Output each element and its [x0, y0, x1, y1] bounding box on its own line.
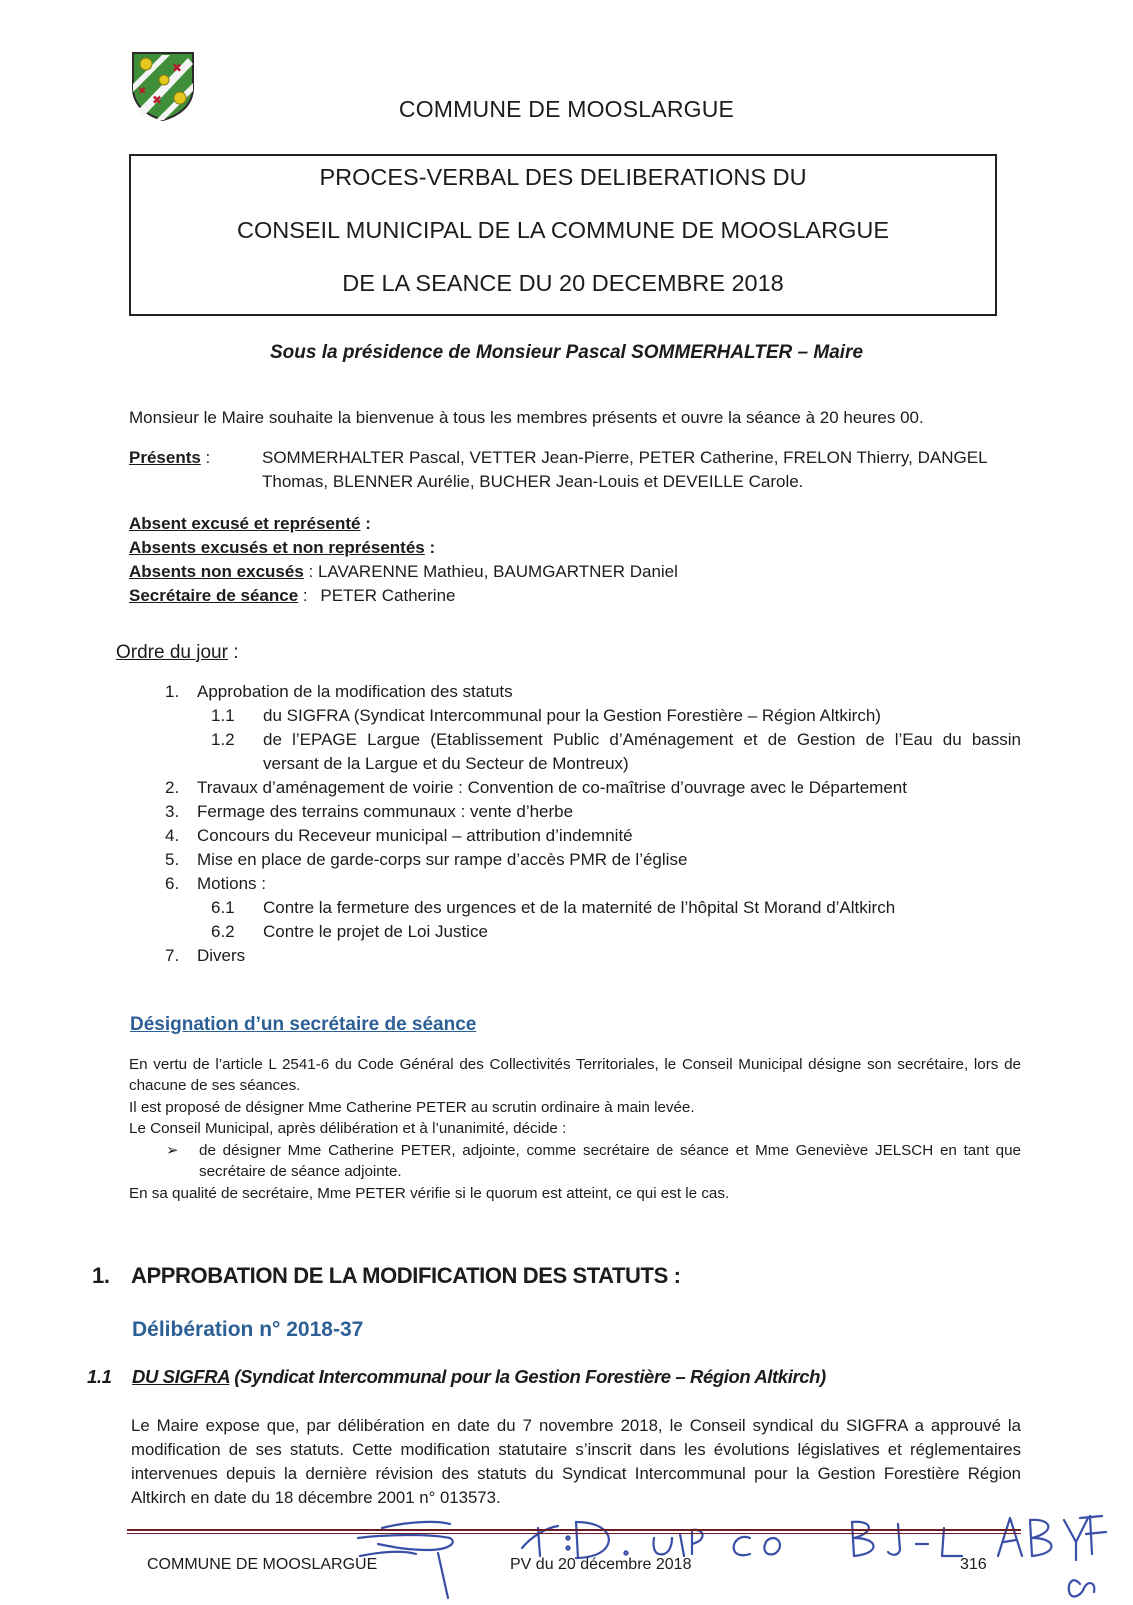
unexcused-colon: : [303, 562, 314, 581]
agenda-num-1-2: 1.2 [211, 730, 235, 749]
secretary-bullet-line-2: secrétaire de séance adjointe. [199, 1163, 402, 1180]
svg-text:✖: ✖ [138, 86, 147, 97]
commune-header: COMMUNE DE MOOSLARGUE [398, 96, 735, 122]
excused-not-represented-colon: : [424, 538, 436, 557]
agenda-text-1-2: de l’EPAGE Largue (Etablissement Public d’Aménagement et de Gestion de l’Eau du bassin [263, 730, 1021, 749]
agenda-num-4: 4. [165, 826, 180, 845]
section-1-heading: APPROBATION DE LA MODIFICATION DES STATUTS : [131, 1263, 681, 1288]
secretary-colon: : [302, 586, 308, 605]
excused-not-represented-label: Absents excusés et non représentés [129, 538, 425, 557]
title-box [129, 154, 997, 316]
excused-represented-row [129, 512, 371, 536]
footer-commune: COMMUNE DE MOOSLARGUE [147, 1556, 378, 1573]
secretary-bullet-line-1: de désigner Mme Catherine PETER, adjointe, comme secrétaire de séance et Mme Geneviève JELSCH en tant que [199, 1142, 1021, 1159]
agenda-text-4: Concours du Receveur municipal – attribution d’indemnité [197, 826, 633, 845]
secretary-section-heading: Désignation d’un secrétaire de séance [130, 1014, 477, 1035]
secretary-label: Secrétaire de séance [129, 586, 299, 605]
present-label-row [129, 446, 210, 470]
present-colon: : [200, 448, 211, 467]
subsection-1-1-title [132, 1366, 826, 1388]
agenda-num-6-2: 6.2 [211, 922, 235, 941]
agenda-text-1: Approbation de la modification des statuts [197, 682, 513, 701]
agenda-title: Ordre du jour [116, 642, 228, 663]
agenda-text-1-2-cont: versant de la Largue et du Secteur de Montreux) [263, 754, 629, 773]
agenda-text-6-1: Contre la fermeture des urgences et de la maternité de l’hôpital St Morand d’Altkirch [263, 898, 896, 917]
agenda-text-2: Travaux d’aménagement de voirie : Convention de co-maîtrise d’ouvrage avec le Département [197, 778, 907, 797]
present-names-line-2: Thomas, BLENNER Aurélie, BUCHER Jean-Louis et DEVEILLE Carole. [262, 472, 804, 491]
bullet-arrow-icon: ➢ [166, 1142, 179, 1159]
secretary-p4: En sa qualité de secrétaire, Mme PETER vérifie si le quorum est atteint, ce qui est le cas. [129, 1185, 730, 1202]
svg-text:✖: ✖ [152, 93, 163, 107]
excused-represented-colon: : [360, 514, 371, 533]
excused-represented-label: Absent excusé et représenté [129, 514, 361, 533]
agenda-text-6: Motions : [197, 874, 266, 893]
unexcused-names: LAVARENNE Mathieu, BAUMGARTNER Daniel [317, 562, 678, 581]
agenda-text-7: Divers [197, 946, 246, 965]
agenda-title-colon: : [227, 642, 239, 663]
secretary-p1-line-2: chacune de ses séances. [129, 1077, 301, 1094]
secretary-p2: Il est proposé de désigner Mme Catherine PETER au scrutin ordinaire à main levée. [129, 1099, 695, 1116]
present-names-line-1: SOMMERHALTER Pascal, VETTER Jean-Pierre, PETER Catherine, FRELON Thierry, DANGEL [262, 448, 988, 467]
section-1-para-line-1: Le Maire expose que, par délibération en date du 7 novembre 2018, le Conseil syndical du SIGFRA a approuvé la [131, 1416, 1021, 1435]
section-1-para-line-2: modification de ses statuts. Cette modification statutaire s’inscrit dans les évolutions législatives et réglementaires [131, 1440, 1021, 1459]
subsection-1-1-underlined: DU SIGFRA [132, 1366, 230, 1387]
agenda-num-6-1: 6.1 [211, 898, 235, 917]
title-line-3: DE LA SEANCE DU 20 DECEMBRE 2018 [342, 270, 784, 296]
agenda-num-2: 2. [165, 778, 180, 797]
agenda-num-1-1: 1.1 [211, 706, 235, 725]
footer-date: PV du 20 décembre 2018 [510, 1556, 692, 1573]
secretary-p3: Le Conseil Municipal, après délibération et à l’unanimité, décide : [129, 1120, 567, 1137]
secretary-row [129, 584, 456, 608]
secretary-name: PETER Catherine [320, 586, 456, 605]
footer-rule-thin [127, 1533, 1021, 1534]
title-line-1: PROCES-VERBAL DES DELIBERATIONS DU [319, 164, 807, 190]
agenda-title-row [116, 642, 239, 664]
title-line-2: CONSEIL MUNICIPAL DE LA COMMUNE DE MOOSLARGUE [236, 217, 890, 243]
page-number: 316 [960, 1556, 987, 1573]
agenda-text-6-2: Contre le projet de Loi Justice [263, 922, 488, 941]
agenda-num-1: 1. [165, 682, 180, 701]
present-label: Présents [129, 448, 201, 467]
svg-text:✖: ✖ [172, 61, 183, 75]
deliberation-number: Délibération n° 2018-37 [132, 1318, 364, 1341]
agenda-text-5: Mise en place de garde-corps sur rampe d’accès PMR de l’église [197, 850, 688, 869]
section-1-para-line-3: intervenues depuis la dernière révision des statuts du Syndicat Intercommunal pour la Gestion Forestière Région [131, 1464, 1021, 1483]
agenda-num-3: 3. [165, 802, 180, 821]
subsection-1-1-rest: (Syndicat Intercommunal pour la Gestion Forestière – Région Altkirch) [229, 1366, 826, 1387]
secretary-p1-line-1: En vertu de l’article L 2541-6 du Code Général des Collectivités Territoriales, le Conseil Municipal désigne son secrétaire, lors de [129, 1056, 1021, 1073]
agenda-num-5: 5. [165, 850, 180, 869]
excused-not-represented-row [129, 536, 435, 560]
agenda-num-6: 6. [165, 874, 180, 893]
subsection-1-1-number: 1.1 [87, 1366, 112, 1387]
agenda-text-3: Fermage des terrains communaux : vente d’herbe [197, 802, 574, 821]
handwritten-initials-signature [350, 1498, 1130, 1600]
presidency-line: Sous la présidence de Monsieur Pascal SOMMERHALTER – Maire [269, 342, 864, 363]
unexcused-label: Absents non excusés [129, 562, 304, 581]
agenda-num-7: 7. [165, 946, 180, 965]
unexcused-row [129, 560, 678, 584]
footer-rule [127, 1529, 1021, 1531]
section-1-para-line-4: Altkirch en date du 18 décembre 2001 n° 013573. [131, 1488, 501, 1507]
welcome-text: Monsieur le Maire souhaite la bienvenue à tous les membres présents et ouvre la séance à 20 heures 00. [129, 408, 924, 427]
section-1-number: 1. [92, 1263, 110, 1288]
agenda-text-1-1: du SIGFRA (Syndicat Intercommunal pour la Gestion Forestière – Région Altkirch) [263, 706, 881, 725]
